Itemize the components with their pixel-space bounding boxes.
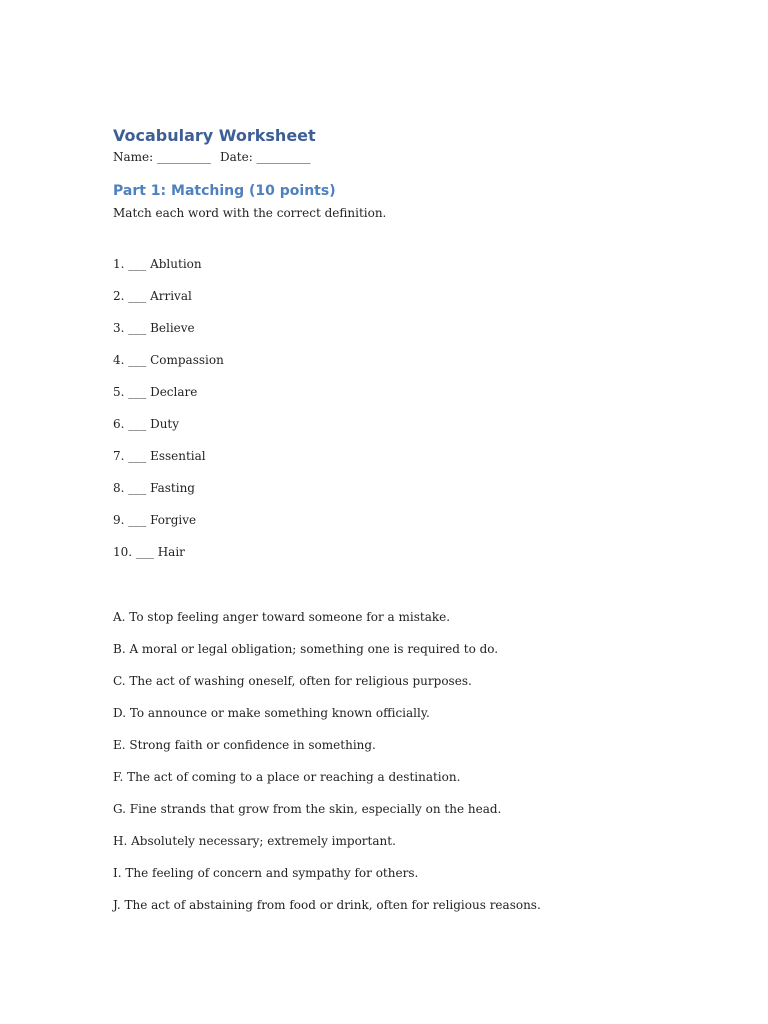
definition-item: F. The act of coming to a place or reaching a destination. <box>113 770 461 784</box>
definition-item: D. To announce or make something known officially. <box>113 706 430 720</box>
name-field: Name: _________ <box>113 150 211 164</box>
definition-list <box>113 609 541 929</box>
word-item: 1. ___ Ablution <box>113 257 202 271</box>
date-field: Date: _________ <box>220 150 311 164</box>
definition-item: B. A moral or legal obligation; something one is required to do. <box>113 642 499 656</box>
part1-heading: Part 1: Matching (10 points) <box>113 183 336 199</box>
definition-item: J. The act of abstaining from food or drink, often for religious reasons. <box>113 898 541 912</box>
definition-item: G. Fine strands that grow from the skin, especially on the head. <box>113 802 502 816</box>
definition-item: H. Absolutely necessary; extremely important. <box>113 834 396 848</box>
word-item: 4. ___ Compassion <box>113 353 224 367</box>
word-item: 8. ___ Fasting <box>113 481 195 495</box>
name-date-line <box>113 150 311 164</box>
word-item: 3. ___ Believe <box>113 321 195 335</box>
worksheet-page <box>113 0 673 1024</box>
worksheet-title: Vocabulary Worksheet <box>113 126 316 145</box>
definition-item: A. To stop feeling anger toward someone for a mistake. <box>113 610 451 624</box>
word-item: 2. ___ Arrival <box>113 289 192 303</box>
definition-item: E. Strong faith or confidence in something. <box>113 738 376 752</box>
definition-item: I. The feeling of concern and sympathy for others. <box>113 866 419 880</box>
word-list <box>113 256 224 576</box>
word-item: 5. ___ Declare <box>113 385 198 399</box>
part1-instructions: Match each word with the correct definition. <box>113 206 387 220</box>
word-item: 10. ___ Hair <box>113 545 185 559</box>
word-item: 6. ___ Duty <box>113 417 180 431</box>
word-item: 9. ___ Forgive <box>113 513 197 527</box>
word-item: 7. ___ Essential <box>113 449 206 463</box>
definition-item: C. The act of washing oneself, often for religious purposes. <box>113 674 472 688</box>
